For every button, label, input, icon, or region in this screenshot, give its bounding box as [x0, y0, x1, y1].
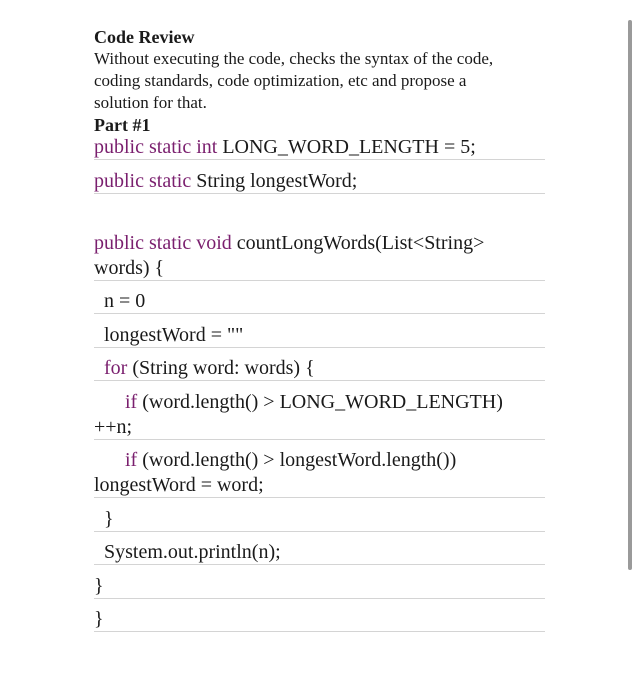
code-keyword: public static int [94, 136, 218, 158]
code-text: (word.length() > LONG_WORD_LENGTH) [137, 391, 503, 413]
code-line-4: n = 0 [104, 290, 146, 312]
line-divider [94, 598, 545, 599]
code-line-8 [125, 450, 456, 470]
code-line-1 [94, 137, 476, 157]
line-divider [94, 631, 545, 632]
code-line-3-continued: words) { [94, 257, 165, 279]
code-line-7 [125, 392, 503, 412]
line-divider [94, 497, 545, 498]
line-divider [94, 159, 545, 160]
code-line-2 [94, 171, 357, 191]
code-text: (word.length() > longestWord.length()) [137, 449, 457, 471]
line-divider [94, 531, 545, 532]
code-line-10: System.out.println(n); [104, 541, 281, 563]
code-text: LONG_WORD_LENGTH = 5; [217, 136, 476, 158]
line-divider [94, 280, 545, 281]
code-line-6 [104, 358, 315, 378]
line-divider [94, 347, 545, 348]
code-line-11: } [94, 575, 104, 597]
code-keyword: if [125, 449, 138, 471]
code-text: String longestWord; [191, 170, 358, 192]
code-keyword: for [104, 357, 128, 379]
line-divider [94, 380, 545, 381]
section-title: Code Review [94, 27, 195, 47]
code-text: (String word: words) { [127, 357, 315, 379]
code-line-9: } [104, 508, 114, 530]
vertical-scrollbar[interactable] [628, 20, 632, 570]
code-line-12: } [94, 608, 104, 630]
line-divider [94, 313, 545, 314]
part-label: Part #1 [94, 115, 151, 135]
code-keyword: public static void [94, 232, 232, 254]
description-line-3: solution for that. [94, 93, 207, 112]
description-line-2: coding standards, code optimization, etc and propose a [94, 71, 467, 90]
description-line-1: Without executing the code, checks the syntax of the code, [94, 49, 494, 68]
code-keyword: if [125, 391, 138, 413]
code-line-7-continued: ++n; [94, 416, 133, 438]
line-divider [94, 439, 545, 440]
code-line-8-continued: longestWord = word; [94, 474, 264, 496]
code-line-5: longestWord = "" [104, 324, 244, 346]
line-divider [94, 193, 545, 194]
code-keyword: public static [94, 170, 192, 192]
code-line-3 [94, 233, 484, 253]
code-text: countLongWords(List<String> [231, 232, 485, 254]
line-divider [94, 564, 545, 565]
